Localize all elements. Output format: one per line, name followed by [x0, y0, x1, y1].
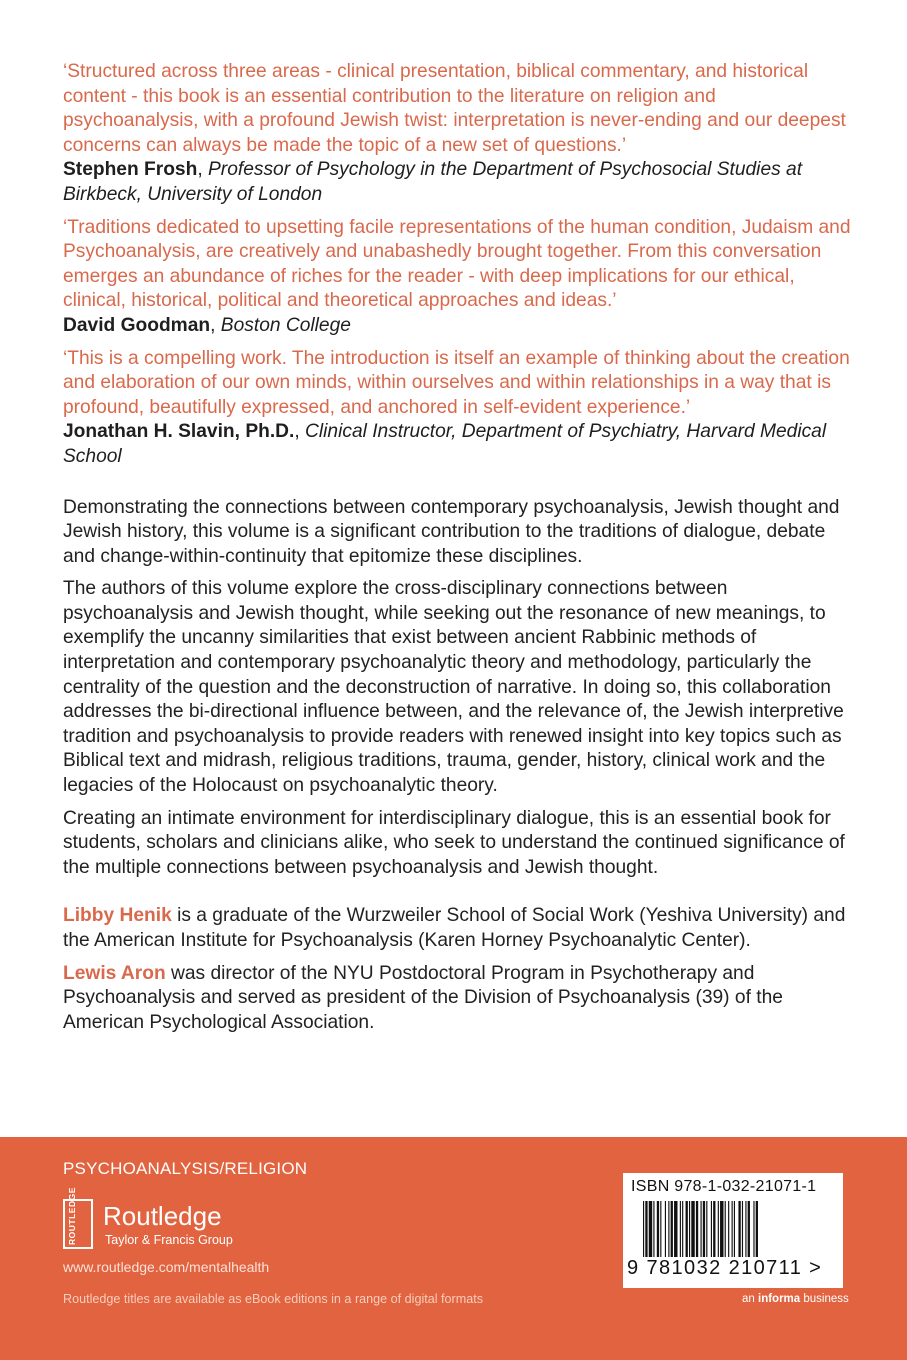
endorsement-attribution: Stephen Frosh, Professor of Psychology in the Department of Psychosocial Studies at Birkbeck, University of London — [63, 159, 803, 205]
barcode-stripe — [660, 1201, 661, 1257]
barcode-stripe — [691, 1201, 694, 1257]
publisher-name: Routledge — [103, 1201, 222, 1231]
informa-tagline — [742, 1293, 849, 1305]
subject-category: PSYCHOANALYSIS/RELIGION — [63, 1159, 308, 1178]
barcode-stripe — [711, 1201, 712, 1257]
barcode-stripe — [689, 1201, 690, 1257]
publisher-group: Taylor & Francis Group — [105, 1233, 233, 1247]
endorser-name: David Goodman — [63, 314, 211, 336]
isbn-number: ISBN 978-1-032-21071-1 — [631, 1178, 817, 1195]
barcode-digits: 9 781032 210711 > — [627, 1257, 823, 1279]
endorsement-quote: ‘This is a compelling work. The introduction is itself an example of thinking about the creation and elaboration of our own minds, within ourselves and within relationships in a way that is profound, beautifully expressed, and anchored in self-evident experience.’ — [63, 347, 850, 418]
barcode-stripe — [668, 1201, 669, 1257]
author-bio-text: was director of the NYU Postdoctoral Program in Psychotherapy and Psychoanalysis and served as president of the Division of Psychoanalysis (39) of the American Psychological Association. — [63, 962, 783, 1033]
barcode-stripe — [748, 1201, 750, 1257]
ebook-note: Routledge titles are available as eBook editions in a range of digital formats — [63, 1292, 484, 1306]
isbn-barcode — [623, 1173, 843, 1288]
barcode-icon — [643, 1201, 823, 1257]
author-name: Lewis Aron — [63, 962, 166, 984]
barcode-stripe — [753, 1201, 754, 1257]
description-paragraph: The authors of this volume explore the cross-disciplinary connections between psychoanalysis and Jewish thought, while seeking out the resonance of new meanings, to exemplify the uncanny similarities that exist between ancient Rabbinic methods of interpretation and contemporary psychoanalytic theory and methodology, particularly the centrality of the question and the deconstruction of narrative. In doing so, this collaboration addresses the bi-directional influence between, and the relevance of, the Jewish interpretive tradition and psychoanalysis to provide readers with renewed insight into key topics such as Biblical text and midrash, religious traditions, trauma, gender, history, clinical work and the legacies of the Holocaust on psychoanalytic theory. — [63, 578, 844, 797]
endorser-affiliation: Clinical Instructor, Department of Psychiatry, Harvard Medical School — [63, 421, 827, 467]
barcode-stripe — [649, 1201, 652, 1257]
book-description — [63, 496, 853, 881]
publisher-website: www.routledge.com/mentalhealth — [63, 1259, 270, 1275]
endorser-affiliation: Professor of Psychology in the Department of Psychosocial Studies at Birkbeck, University of London — [63, 159, 803, 205]
barcode-stripe — [657, 1201, 659, 1257]
endorsement-quote: ‘Structured across three areas - clinical presentation, biblical commentary, and historical content - this book is an essential contribution to the literature on religion and psychoanalysis, with a profound Jewish twist: interpretation is never-ending and our deepest concerns can always be made the topic of a new set of questions.’ — [63, 61, 846, 156]
endorser-name: Jonathan H. Slavin, Ph.D. — [63, 421, 295, 443]
description-paragraph: Creating an intimate environment for interdisciplinary dialogue, this is an essential book for students, scholars and clinicians alike, who seek to understand the continued significance of the multiple connections between psychoanalysis and Jewish thought. — [63, 807, 845, 878]
barcode-stripe — [665, 1201, 666, 1257]
barcode-stripe — [732, 1201, 733, 1257]
author-bio — [63, 904, 853, 953]
author-name: Libby Henik — [63, 905, 172, 927]
author-bio-text: is a graduate of the Wurzweiler School of Social Work (Yeshiva University) and the American Institute for Psychoanalysis (Karen Horney Psychoanalytic Center). — [63, 905, 846, 951]
description-paragraph: Demonstrating the connections between contemporary psychoanalysis, Jewish thought and Jewish history, this volume is a significant contribution to the traditions of dialogue, debate and change-within-continuity that epitomize these disciplines. — [63, 496, 840, 567]
informa-brand: informa — [758, 1293, 801, 1305]
routledge-mark-icon — [63, 1187, 93, 1249]
barcode-stripe — [643, 1201, 644, 1257]
barcode-stripe — [703, 1201, 705, 1257]
author-bios — [63, 904, 853, 1035]
endorsement — [63, 347, 853, 470]
endorsement-attribution: Jonathan H. Slavin, Ph.D., Clinical Instructor, Department of Psychiatry, Harvard Medical School — [63, 421, 827, 467]
logo-mark-text: ROUTLEDGE — [67, 1187, 77, 1245]
barcode-stripe — [738, 1201, 740, 1257]
barcode-stripe — [706, 1201, 707, 1257]
endorser-affiliation: Boston College — [220, 314, 351, 336]
barcode-stripe — [701, 1201, 702, 1257]
barcode-stripe — [680, 1201, 681, 1257]
endorsement-quote: ‘Traditions dedicated to upsetting facile representations of the human condition, Judaism and Psychoanalysis, are creatively and unabashedly brought together. From this conversation emerges an abundance of riches for the reader - with deep implications for our ethical, clinical, historical, political and theoretical approaches and ideas.’ — [63, 216, 851, 312]
footer-band — [0, 1137, 907, 1360]
barcode-stripe — [645, 1201, 647, 1257]
barcode-stripe — [728, 1201, 729, 1257]
barcode-stripe — [718, 1201, 719, 1257]
barcode-stripe — [682, 1201, 683, 1257]
informa-suffix: business — [800, 1293, 849, 1305]
barcode-stripe — [720, 1201, 723, 1257]
barcode-stripe — [745, 1201, 746, 1257]
barcode-stripe — [671, 1201, 673, 1257]
barcode-stripe — [713, 1201, 715, 1257]
barcode-stripe — [674, 1201, 677, 1257]
endorser-name: Stephen Frosh — [63, 159, 198, 181]
endorsement-attribution: David Goodman, Boston College — [63, 314, 351, 336]
barcode-stripe — [686, 1201, 688, 1257]
endorsement — [63, 216, 853, 339]
barcode-stripe — [696, 1201, 698, 1257]
publisher-logo — [63, 1187, 283, 1249]
endorsement — [63, 60, 853, 208]
informa-prefix: an — [742, 1293, 758, 1305]
barcode-stripe — [653, 1201, 654, 1257]
back-cover-content — [63, 60, 853, 1043]
barcode-stripe — [742, 1201, 743, 1257]
barcode-stripe — [725, 1201, 726, 1257]
author-bio — [63, 962, 853, 1036]
barcode-stripe — [756, 1201, 758, 1257]
barcode-stripe — [734, 1201, 735, 1257]
